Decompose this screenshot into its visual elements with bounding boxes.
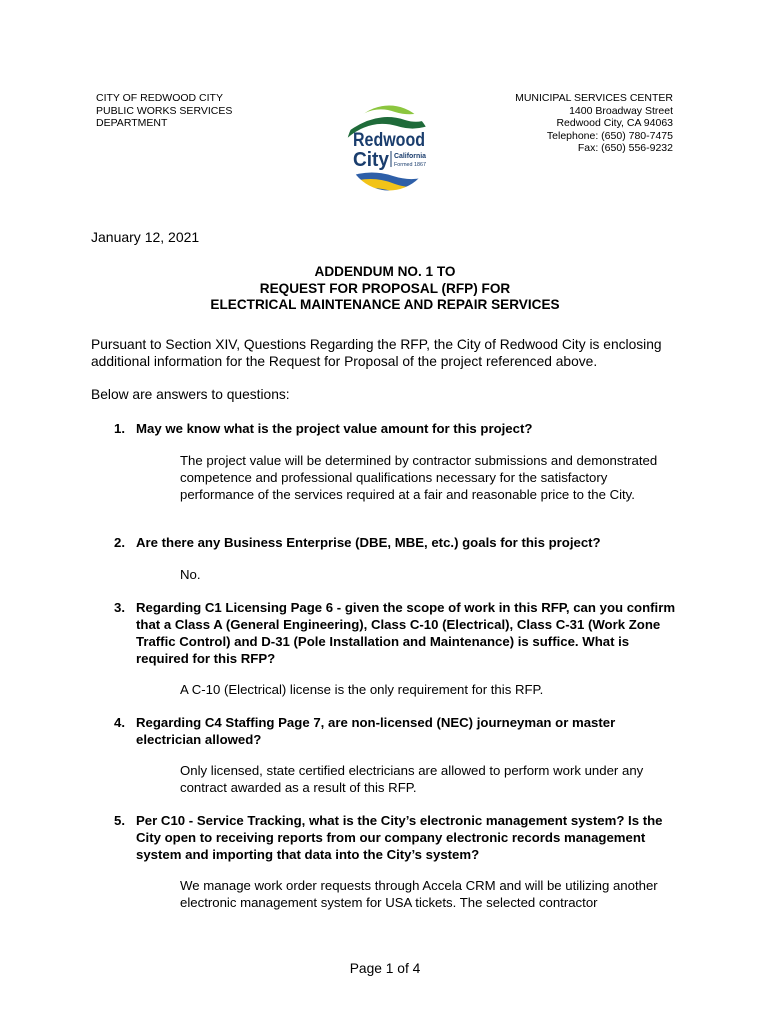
logo-tag-california: California [394,153,427,160]
answers-lead-in: Below are answers to questions: [91,387,290,402]
answer-2: No. [180,567,201,582]
header-left-line-1: CITY OF REDWOOD CITY [96,92,223,104]
logo-word-redwood: Redwood [353,130,425,151]
question-text: May we know what is the project value amount for this project? [136,421,533,436]
title-line-3: ELECTRICAL MAINTENANCE AND REPAIR SERVICES [210,297,560,312]
question-2 [114,534,684,551]
document-title [0,264,770,314]
question-text: Per C10 - Service Tracking, what is the City’s electronic management system? Is the City open to receiving reports from our company electronic records management system and importing that data into the City’s system? [136,813,663,862]
question-3 [114,599,684,667]
logo-tag-formed: Formed 1867 [394,162,426,168]
header-right-line-4: Telephone: (650) 780-7475 [546,129,673,142]
header-left-line-3: DEPARTMENT [96,117,168,129]
municipal-center-header [515,92,673,155]
question-number: 2. [114,535,125,550]
header-left-line-2: PUBLIC WORKS SERVICES [96,104,233,117]
answer-4: Only licensed, state certified electricians are allowed to perform work under any contract awarded as a result of this RFP. [180,763,644,795]
document-date: January 12, 2021 [91,229,200,245]
intro-paragraph: Pursuant to Section XIV, Questions Regarding the RFP, the City of Redwood City is enclosing additional information for the Request for Proposal of the project referenced above. [91,337,662,369]
header-right-line-2: 1400 Broadway Street [569,104,673,117]
question-5 [114,812,684,863]
question-text: Are there any Business Enterprise (DBE, MBE, etc.) goals for this project? [136,535,601,550]
redwood-city-logo [345,94,433,202]
question-number: 3. [114,600,125,615]
title-line-1: ADDENDUM NO. 1 TO [314,264,456,279]
page-number: Page 1 of 4 [349,961,421,976]
department-header [96,92,232,130]
question-4 [114,714,684,748]
title-line-2: REQUEST FOR PROPOSAL (RFP) FOR [259,280,511,296]
header-right-line-1: MUNICIPAL SERVICES CENTER [515,92,673,104]
header-right-line-5: Fax: (650) 556-9232 [577,142,673,154]
question-text: Regarding C1 Licensing Page 6 - given the scope of work in this RFP, can you confirm that a Class A (General Engineering), Class C-10 (Electrical), Class C-31 (Work Zone Traffic Control) and D-31 (Pole Installation and Maintenance) is suffice. What is required for this RFP? [136,600,676,666]
question-text: Regarding C4 Staffing Page 7, are non-licensed (NEC) journeyman or master electrician allowed? [136,715,616,747]
answer-5: We manage work order requests through Accela CRM and will be utilizing another electronic management system for USA tickets. The selected contractor [180,878,658,910]
header-right-line-3: Redwood City, CA 94063 [556,117,673,129]
question-number: 4. [114,715,125,730]
answer-3: A C-10 (Electrical) license is the only requirement for this RFP. [180,682,544,697]
question-number: 5. [114,813,125,828]
question-1 [114,420,684,437]
answer-1: The project value will be determined by contractor submissions and demonstrated competence and professional qualifications necessary for the satisfactory performance of the services required at a fair and reasonable price to the City. [180,453,658,502]
logo-word-city: City [353,149,390,171]
question-number: 1. [114,421,125,436]
